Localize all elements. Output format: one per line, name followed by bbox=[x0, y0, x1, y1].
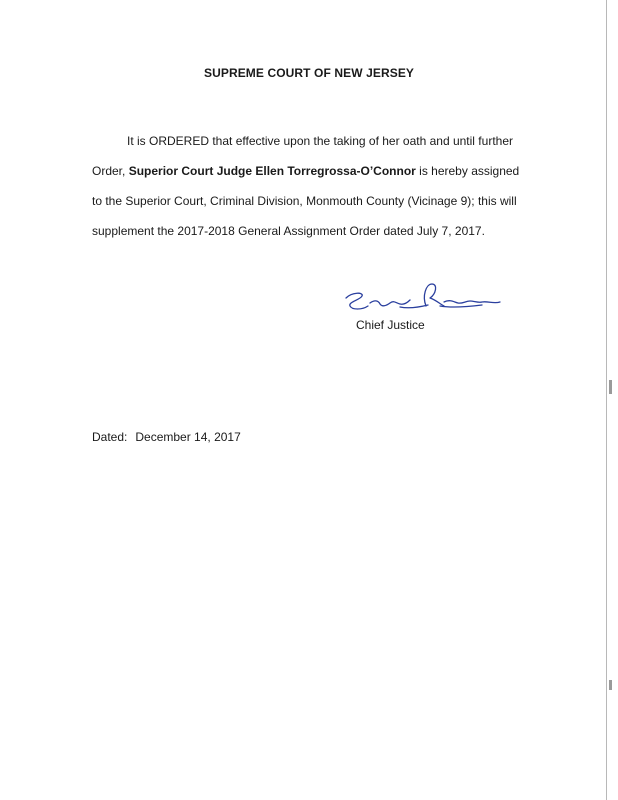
dated-label: Dated: bbox=[92, 430, 128, 444]
order-line-3: to the Superior Court, Criminal Division, Monmouth County (Vicinage 9); this will bbox=[92, 194, 517, 208]
dated-value: December 14, 2017 bbox=[135, 430, 241, 444]
judge-name: Superior Court Judge Ellen Torregrossa-O’Connor bbox=[128, 164, 416, 178]
scan-edge-mark bbox=[609, 380, 612, 394]
court-heading: SUPREME COURT OF NEW JERSEY bbox=[203, 66, 415, 80]
order-line-1: It is ORDERED that effective upon the taking of her oath and until further bbox=[127, 134, 513, 148]
order-line-4: supplement the 2017-2018 General Assignment Order dated July 7, 2017. bbox=[92, 224, 485, 238]
order-line-2-end: is hereby assigned bbox=[415, 164, 520, 178]
handwritten-signature bbox=[340, 276, 510, 318]
order-line-2-start: Order, bbox=[92, 164, 129, 178]
order-line-2 bbox=[92, 156, 532, 186]
scan-edge-mark bbox=[609, 680, 612, 690]
dated-line bbox=[92, 430, 241, 444]
signature-title: Chief Justice bbox=[356, 318, 425, 332]
order-paragraph bbox=[92, 126, 532, 246]
scan-edge-line bbox=[606, 0, 607, 800]
